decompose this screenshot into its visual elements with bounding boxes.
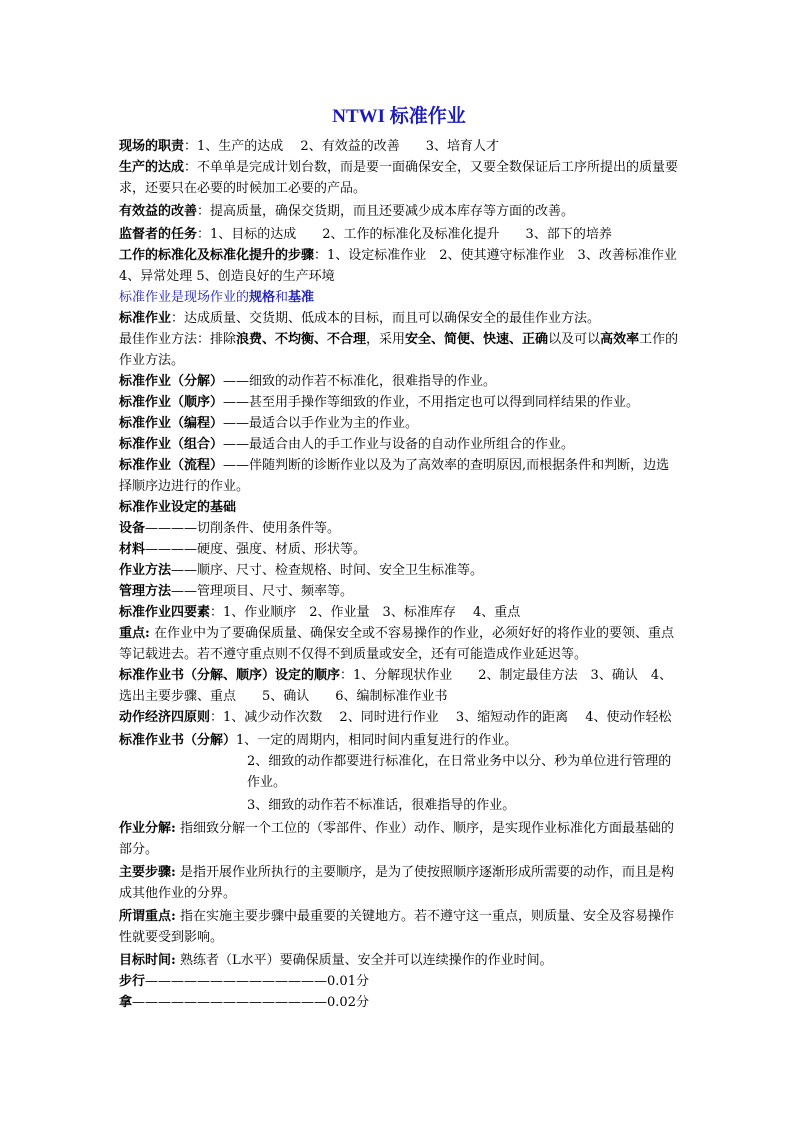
term: 有效益的改善 xyxy=(119,204,198,219)
paragraph xyxy=(119,455,679,497)
term: 标准作业书（分解） xyxy=(119,733,237,748)
term: 监督者的任务 xyxy=(119,227,198,242)
paragraph xyxy=(119,623,679,665)
term: 作业分解: xyxy=(119,821,176,836)
text: 是指开展作业所执行的主要顺序，是为了使按照顺序逐渐形成所需要的动作，而且是构成其他作业的分界。 xyxy=(119,865,674,901)
term: 材料 xyxy=(119,542,146,557)
term: 标准作业书（分解、顺序）设定的顺序 xyxy=(119,668,341,683)
text: ——甚至用手操作等细致的作业，不用指定也可以得到同样结果的作业。 xyxy=(223,395,640,410)
paragraph xyxy=(119,665,679,707)
text: ——管理项目、尺寸、频率等。 xyxy=(171,584,354,599)
paragraph xyxy=(119,707,679,728)
text: 指在实施主要步骤中最重要的关键地方。若不遵守这一重点，则质量、安全及容易操作性就要受到影响。 xyxy=(119,909,674,945)
paragraph xyxy=(119,434,679,455)
paragraph xyxy=(119,224,679,245)
text: ：达成质量、交货期、低成本的目标，而且可以确保安全的最佳作业方法。 xyxy=(171,311,601,326)
paragraph xyxy=(119,157,679,199)
paragraph xyxy=(119,308,679,329)
term: 标准作业（编程） xyxy=(119,416,224,431)
text: 和 xyxy=(275,290,289,305)
text: ：1、分解现状作业 2、制定最佳方法 3、确认 4、选出主要步骤、重点 5、确认 6、编制标准作业书 xyxy=(119,668,673,704)
text: ：1、作业顺序 2、作业量 3、标准库存 4、重点 xyxy=(210,605,521,620)
term: 标准作业（分解） xyxy=(119,374,224,389)
text: 2、细致的动作都要进行标准化，在日常业务中以分、秒为单位进行管理的作业。 xyxy=(247,754,672,790)
term: 步行 xyxy=(119,974,146,989)
term: 安全、简便、快速、正确 xyxy=(405,332,549,347)
paragraph xyxy=(119,392,679,413)
text: 工作的作业方法。 xyxy=(119,332,679,368)
term: 现场的职责 xyxy=(119,139,185,154)
text: ：不单单是完成计划台数，而是要一面确保安全，又要全数保证后工序所提出的质量要求，还要只在必要的时候加工必要的产品。 xyxy=(119,160,679,196)
paragraph xyxy=(119,136,679,157)
text: ——最适合以手作业为主的作业。 xyxy=(223,416,419,431)
text: ——伴随判断的诊断作业以及为了高效率的查明原因,而根据条件和判断，边选择顺序边进行的作业。 xyxy=(119,458,670,494)
text: ，采用 xyxy=(366,332,406,347)
paragraph-highlight xyxy=(119,287,679,308)
paragraph xyxy=(119,581,679,602)
text: ：1、生产的达成 2、有效益的改善 3、培育人才 xyxy=(184,139,499,154)
text: ————硬度、强度、材质、形状等。 xyxy=(145,542,367,557)
paragraph xyxy=(119,602,679,623)
document-page xyxy=(119,104,694,1013)
paragraph xyxy=(119,201,679,222)
page-title: NTWI 标准作业 xyxy=(332,106,466,127)
text: ：1、设定标准作业 2、使其遵守标准作业 3、改善标准作业 4、异常处理 5、创造良好的生产环境 xyxy=(119,248,694,284)
text: 3、细致的动作若不标准话，很难指导的作业。 xyxy=(247,798,516,813)
text: ———————————————0.02分 xyxy=(132,995,369,1010)
text: 最佳作业方法：排除 xyxy=(119,332,237,347)
term: 标准作业 xyxy=(119,311,172,326)
term: 标准作业（组合） xyxy=(119,437,224,452)
paragraph xyxy=(119,539,679,560)
term: 动作经济四原则 xyxy=(119,710,211,725)
text: ——顺序、尺寸、检查规格、时间、安全卫生标准等。 xyxy=(171,563,484,578)
paragraph xyxy=(119,329,679,371)
paragraph xyxy=(119,818,679,860)
section-heading: 标准作业设定的基础 xyxy=(119,500,237,515)
paragraph xyxy=(119,518,679,539)
text: 1、一定的周期内，相同时间内重复进行的作业。 xyxy=(236,733,518,748)
term: 生产的达成 xyxy=(119,160,185,175)
term: 基准 xyxy=(288,290,315,305)
paragraph xyxy=(119,413,679,434)
paragraph xyxy=(119,751,679,793)
paragraph xyxy=(119,906,679,948)
text: ——细致的动作若不标准化，很难指导的作业。 xyxy=(223,374,497,389)
term: 所谓重点: xyxy=(119,909,176,924)
paragraph xyxy=(119,795,679,816)
paragraph xyxy=(119,950,679,971)
term: 标准作业四要素 xyxy=(119,605,211,620)
paragraph xyxy=(119,730,679,751)
text: ：1、目标的达成 2、工作的标准化及标准化提升 3、部下的培养 xyxy=(197,227,612,242)
text: 在作业中为了要确保质量、确保安全或不容易操作的作业，必须好好的将作业的要领、重点等记载进去。若不遵守重点则不仅得不到质量或安全，还有可能造成作业延迟等。 xyxy=(119,626,674,662)
paragraph xyxy=(119,245,694,287)
paragraph xyxy=(119,560,679,581)
term: 拿 xyxy=(119,995,133,1010)
text: ——最适合由人的手工作业与设备的自动作业所组合的作业。 xyxy=(223,437,575,452)
paragraph xyxy=(119,971,679,992)
term: 浪费、不均衡、不合理 xyxy=(236,332,367,347)
text: 以及可以 xyxy=(548,332,601,347)
text: ————切削条件、使用条件等。 xyxy=(145,521,341,536)
term: 规格 xyxy=(249,290,276,305)
term: 设备 xyxy=(119,521,146,536)
paragraph xyxy=(119,862,679,904)
text: ：提高质量，确保交货期，而且还要减少成本库存等方面的改善。 xyxy=(197,204,575,219)
paragraph xyxy=(119,992,679,1013)
term: 工作的标准化及标准化提升的步骤 xyxy=(119,248,315,263)
term: 高效率 xyxy=(600,332,640,347)
text: ——————————————0.01分 xyxy=(145,974,369,989)
term: 重点: xyxy=(119,626,150,641)
text: ：1、减少动作次数 2、同时进行作业 3、缩短动作的距离 4、使动作轻松 xyxy=(210,710,672,725)
term: 标准作业（流程） xyxy=(119,458,224,473)
term: 标准作业（顺序） xyxy=(119,395,224,410)
text: 标准作业是现场作业的 xyxy=(119,290,250,305)
term: 管理方法 xyxy=(119,584,172,599)
paragraph xyxy=(119,371,679,392)
term: 主要步骤: xyxy=(119,865,176,880)
text: 熟练者（L水平）要确保质量、安全并可以连续操作的作业时间。 xyxy=(175,953,553,968)
term: 目标时间: xyxy=(119,953,176,968)
text: 指细致分解一个工位的（零部件、作业）动作、顺序，是实现作业标准化方面最基础的部分。 xyxy=(119,821,674,857)
term: 作业方法 xyxy=(119,563,172,578)
